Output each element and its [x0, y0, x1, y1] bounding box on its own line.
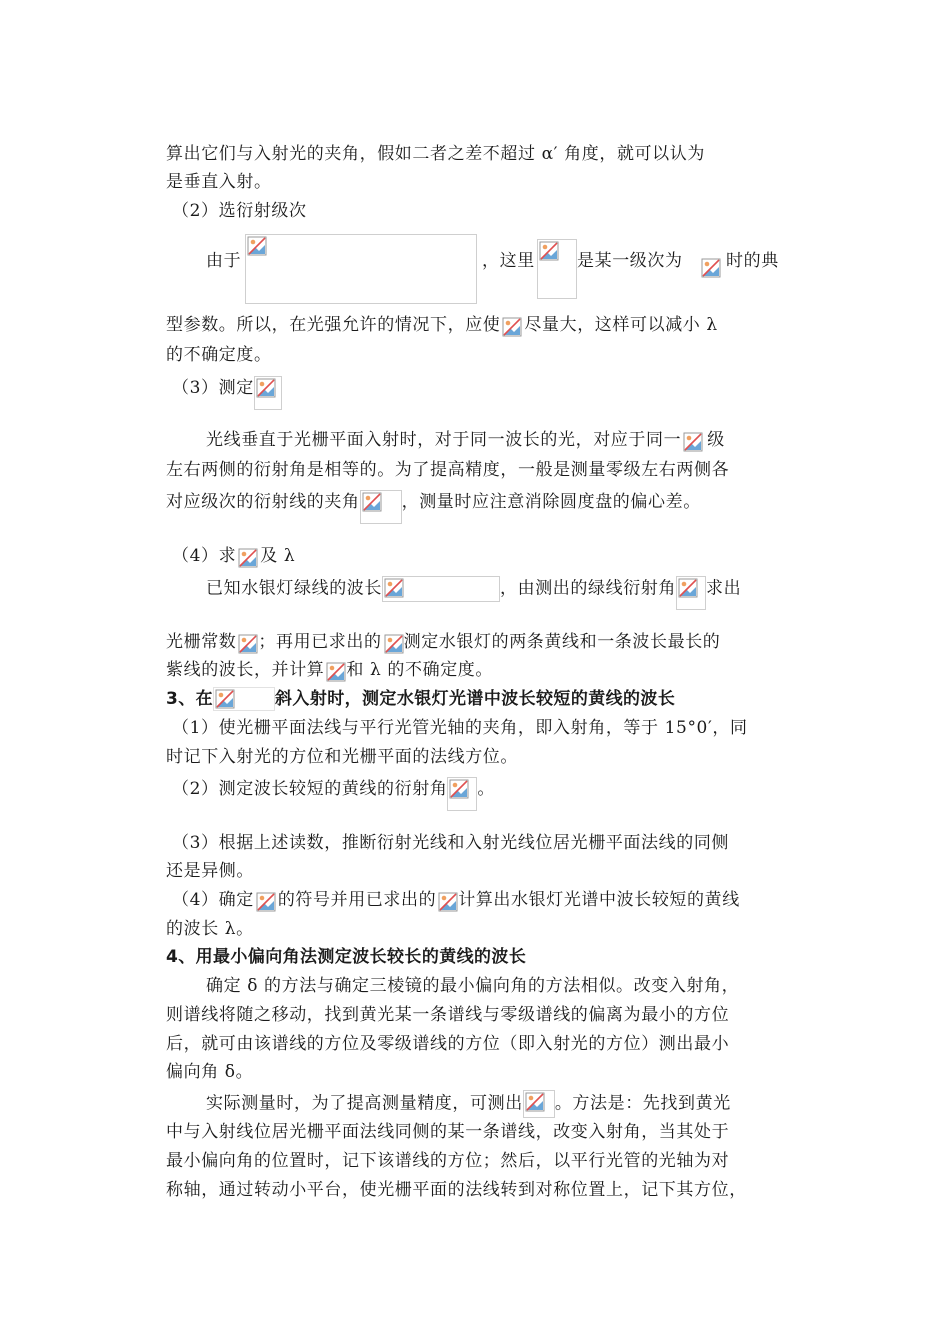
- text-run: 测定水银灯的两条黄线和一条波长最长的: [403, 632, 721, 652]
- broken-image-icon: [362, 492, 382, 512]
- text-run: 及 λ: [260, 546, 296, 566]
- text-line: [166, 490, 701, 524]
- broken-image-icon: [256, 378, 276, 398]
- text-line: [172, 888, 740, 912]
- text-run: （4）求: [172, 546, 237, 566]
- broken-image-icon: [525, 1092, 545, 1112]
- text-run: ，这里: [482, 251, 535, 271]
- section-item: [172, 376, 282, 410]
- formula-image: [213, 687, 275, 711]
- formula-image: [324, 660, 346, 682]
- text-run: 型参数。所以，在光强允许的情况下，应使: [166, 315, 501, 335]
- section-item: （2）选衍射级次: [172, 201, 307, 221]
- text-line: 则谱线将随之移动，找到黄光某一条谱线与零级谱线的偏离为最小的方位: [166, 1005, 730, 1025]
- text-line: 确定 δ 的方法与确定三棱镜的最小偏向角的方法相似。改变入射角，: [206, 976, 740, 996]
- text-run: （3）测定: [172, 378, 254, 398]
- text-run: 紫线的波长，并计算: [166, 660, 325, 680]
- broken-image-icon: [438, 892, 458, 912]
- text-line: 的不确定度。: [166, 345, 272, 365]
- text-line: （1）使光栅平面法线与平行光管光轴的夹角，即入射角，等于 15°0′，同: [172, 718, 748, 738]
- text-run: 已知水银灯绿线的波长: [206, 578, 382, 599]
- text-run: 和 λ 的不确定度。: [346, 660, 493, 680]
- text-run: 级: [707, 430, 725, 450]
- broken-image-icon: [449, 779, 469, 799]
- text-line: [206, 576, 741, 610]
- text-run: （4）确定: [172, 890, 254, 910]
- broken-image-icon: [326, 662, 346, 682]
- text-line: 时记下入射光的方位和光栅平面的法线方位。: [166, 747, 518, 767]
- formula-image: [436, 890, 458, 912]
- broken-image-icon: [238, 548, 258, 568]
- formula-image: [236, 546, 260, 568]
- text-line: 中与入射线位居光栅平面法线同侧的某一条谱线，改变入射角，当其处于: [166, 1122, 730, 1142]
- formula-image: [382, 632, 404, 654]
- formula-image: [676, 576, 706, 610]
- broken-image-icon: [238, 634, 258, 654]
- text-line: [166, 658, 493, 682]
- text-line: 最小偏向角的位置时，记下该谱线的方位；然后，以平行光管的光轴为对: [166, 1151, 730, 1171]
- text-run: 对应级次的衍射线的夹角: [166, 492, 360, 512]
- text-line: [482, 249, 535, 273]
- text-line: 左右两侧的衍射角是相等的。为了提高精度，一般是测量零级左右两侧各: [166, 460, 730, 480]
- broken-image-icon: [247, 236, 267, 256]
- text-line: 算出它们与入射光的夹角，假如二者之差不超过 α′ 角度，就可以认为: [166, 144, 705, 164]
- broken-image-icon: [256, 892, 276, 912]
- text-line: [172, 777, 495, 811]
- text-run: 。: [477, 779, 496, 799]
- text-run: （2）测定波长较短的黄线的衍射角: [172, 779, 448, 799]
- formula-image: [254, 890, 278, 912]
- text-line: 偏向角 δ。: [166, 1062, 254, 1082]
- text-run: 斜入射时，测定水银灯光谱中波长较短的黄线的波长: [275, 689, 676, 709]
- broken-image-icon: [678, 578, 698, 598]
- text-run: 是某一级次为: [577, 251, 683, 271]
- formula-image: [245, 234, 477, 304]
- text-run: 光栅常数: [166, 632, 237, 652]
- section-heading: [166, 687, 675, 711]
- text-line: 后，就可由该谱线的方位及零级谱线的方位（即入射光的方位）测出最小: [166, 1034, 730, 1054]
- formula-image: [537, 239, 577, 299]
- formula-image: [254, 376, 282, 410]
- broken-image-icon: [539, 241, 559, 261]
- section-heading: 4、用最小偏向角法测定波长较长的黄线的波长: [166, 947, 527, 967]
- text-run: 求出: [706, 578, 742, 599]
- text-line: [577, 249, 683, 273]
- text-line: 的波长 λ。: [166, 919, 254, 939]
- formula-image: [447, 777, 477, 811]
- broken-image-icon: [384, 634, 404, 654]
- text-line: [206, 249, 241, 273]
- text-run: 实际测量时，为了提高测量精度，可测出: [206, 1093, 523, 1114]
- text-run: 的符号并用已求出的: [277, 890, 437, 910]
- formula-image: [681, 430, 707, 452]
- broken-image-icon: [701, 258, 721, 278]
- text-run: 。方法是：先找到黄光: [554, 1093, 731, 1114]
- text-line: 还是异侧。: [166, 861, 254, 881]
- text-run: 尽量大，这样可以减小 λ: [524, 315, 718, 335]
- text-run: 计算出水银灯光谱中波长较短的黄线: [458, 890, 740, 910]
- broken-image-icon: [502, 317, 522, 337]
- text-run: 3、在: [166, 689, 214, 709]
- text-run: 由于: [206, 251, 242, 271]
- broken-image-icon: [683, 432, 703, 452]
- text-line: [206, 428, 725, 452]
- formula-image: [236, 632, 258, 654]
- text-line: [206, 1090, 731, 1118]
- text-run: ，由测出的绿线衍射角: [500, 578, 676, 599]
- text-line: [166, 630, 720, 654]
- text-line: （3）根据上述读数，推断衍射光线和入射光线位居光栅平面法线的同侧: [172, 833, 730, 853]
- broken-image-icon: [384, 578, 404, 598]
- formula-image: [699, 256, 724, 278]
- broken-image-icon: [215, 689, 235, 709]
- text-line: [166, 313, 718, 337]
- text-run: 时的典: [726, 251, 779, 271]
- text-line: 称轴，通过转动小平台，使光栅平面的法线转到对称位置上，记下其方位，: [166, 1180, 747, 1200]
- text-line: 是垂直入射。: [166, 172, 272, 192]
- formula-image: [500, 315, 524, 337]
- formula-image: [360, 490, 402, 524]
- text-line: [726, 249, 779, 273]
- section-item: [172, 544, 295, 568]
- formula-image: [523, 1090, 555, 1118]
- text-run: ，测量时应注意消除圆度盘的偏心差。: [401, 492, 701, 512]
- text-run: 光线垂直于光栅平面入射时，对于同一波长的光，对应于同一: [206, 430, 682, 450]
- formula-image: [382, 576, 500, 602]
- text-run: ；再用已求出的: [258, 632, 382, 652]
